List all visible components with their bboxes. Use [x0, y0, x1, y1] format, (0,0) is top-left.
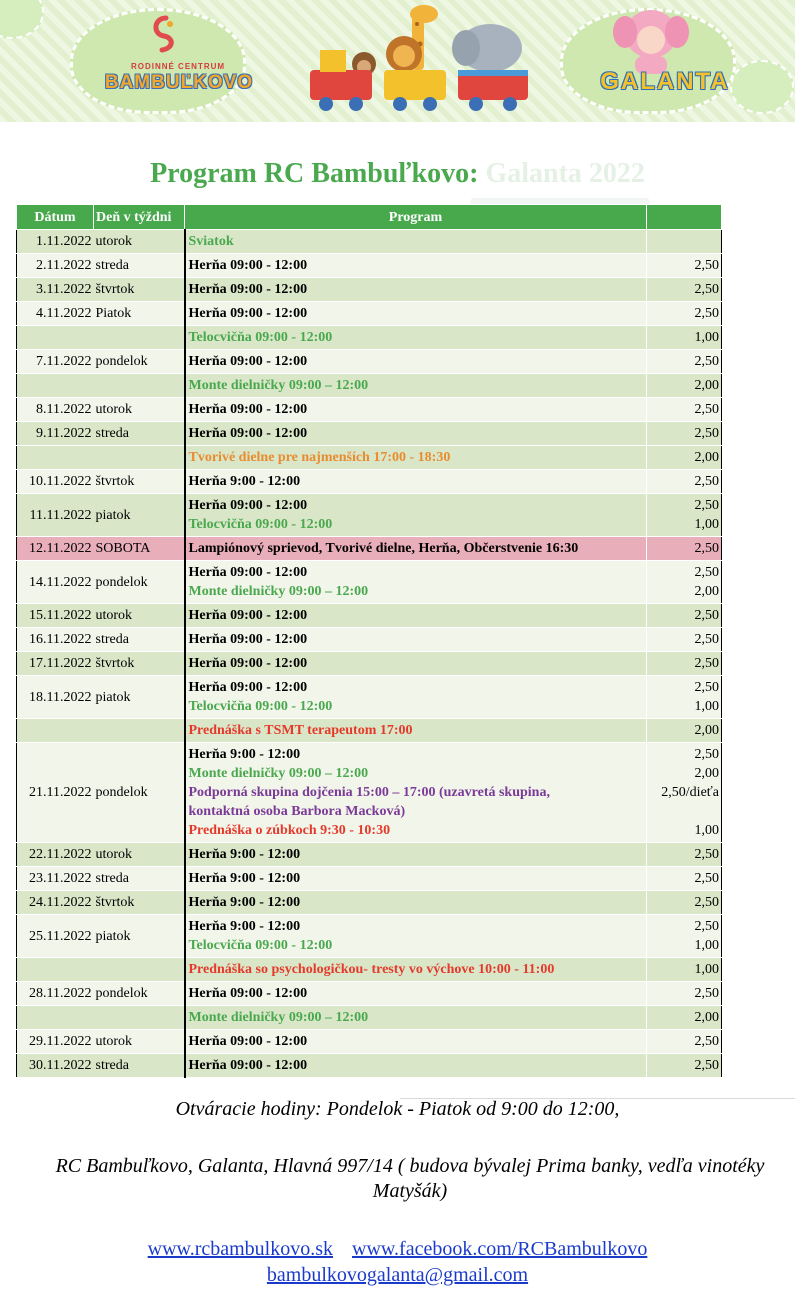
price-line: 2,00	[694, 584, 719, 599]
cell-date: 15.11.2022	[17, 604, 94, 628]
logo-name: BAMBUĽKOVO	[104, 72, 254, 93]
cell-day: piatok	[94, 915, 185, 958]
cell-day: streda	[94, 422, 185, 446]
program-line: Monte dielničky 09:00 – 12:00	[188, 378, 369, 393]
cell-program	[185, 958, 647, 982]
cell-day: SOBOTA	[94, 537, 185, 561]
title-faded-month: Galanta 2022	[485, 158, 645, 189]
price-line: 2,50	[694, 1034, 719, 1049]
program-line: Herňa 9:00 - 12:00	[188, 474, 301, 489]
table-row	[17, 350, 722, 374]
page-title	[0, 158, 795, 190]
program-line: Herňa 09:00 - 12:00	[188, 986, 308, 1001]
cell-day: piatok	[94, 494, 185, 537]
cell-program	[185, 254, 647, 278]
cell-program	[185, 1054, 647, 1078]
cell-program	[185, 604, 647, 628]
program-line: Herňa 09:00 - 12:00	[188, 632, 308, 647]
cell-date	[17, 719, 94, 743]
cell-program	[185, 374, 647, 398]
cell-date: 1.11.2022	[17, 230, 94, 254]
cell-date	[17, 326, 94, 350]
cell-day: piatok	[94, 676, 185, 719]
cell-program	[185, 230, 647, 254]
cell-day: štvrtok	[94, 278, 185, 302]
table-row	[17, 278, 722, 302]
table-row	[17, 719, 722, 743]
program-line: Herňa 09:00 - 12:00	[188, 402, 308, 417]
baby-doll-illustration	[605, 6, 695, 76]
price-line: 2,50	[694, 258, 719, 273]
table-row	[17, 254, 722, 278]
cell-date	[17, 1006, 94, 1030]
cell-day	[94, 1006, 185, 1030]
table-row	[17, 958, 722, 982]
city-logo: GALANTA	[600, 68, 730, 95]
cell-day: pondelok	[94, 561, 185, 604]
cell-date: 22.11.2022	[17, 843, 94, 867]
price-line: 2,50	[694, 354, 719, 369]
program-line: Monte dielničky 09:00 – 12:00	[188, 766, 369, 781]
table-row	[17, 1006, 722, 1030]
cell-price	[647, 843, 722, 867]
price-line: 2,50	[694, 541, 719, 556]
program-line: Herňa 9:00 - 12:00	[188, 919, 301, 934]
cell-program	[185, 537, 647, 561]
cell-date: 24.11.2022	[17, 891, 94, 915]
price-line: 2,00	[694, 766, 719, 781]
table-row	[17, 891, 722, 915]
program-line: Herňa 09:00 - 12:00	[188, 498, 308, 513]
cell-date: 9.11.2022	[17, 422, 94, 446]
program-line: Prednáška s TSMT terapeutom 17:00	[188, 723, 413, 738]
header-banner	[0, 0, 795, 122]
program-line: Lampiónový sprievod, Tvorivé dielne, Herňa, Občerstvenie 16:30	[188, 541, 579, 556]
program-line: Monte dielničky 09:00 – 12:00	[188, 584, 369, 599]
table-row	[17, 494, 722, 537]
price-line: 2,50	[694, 656, 719, 671]
program-line: Herňa 9:00 - 12:00	[188, 747, 301, 762]
cell-date: 28.11.2022	[17, 982, 94, 1006]
cell-price	[647, 326, 722, 350]
cell-day: utorok	[94, 1030, 185, 1054]
price-line: 2,50	[694, 919, 719, 934]
cell-program	[185, 628, 647, 652]
cell-date: 11.11.2022	[17, 494, 94, 537]
cell-program	[185, 867, 647, 891]
program-line: Podporná skupina dojčenia 15:00 – 17:00 (uzavretá skupina,	[188, 785, 550, 800]
cell-date: 8.11.2022	[17, 398, 94, 422]
cell-price	[647, 422, 722, 446]
column-header-day: Deň v týždni	[94, 205, 185, 230]
cell-date: 7.11.2022	[17, 350, 94, 374]
price-line: 1,00	[694, 823, 719, 838]
table-row	[17, 561, 722, 604]
table-row	[17, 326, 722, 350]
cell-day	[94, 446, 185, 470]
table-row	[17, 537, 722, 561]
price-line: 1,00	[694, 699, 719, 714]
cell-price	[647, 446, 722, 470]
cell-day	[94, 719, 185, 743]
cell-program	[185, 915, 647, 958]
cell-program	[185, 446, 647, 470]
program-line: Herňa 09:00 - 12:00	[188, 608, 308, 623]
cell-program	[185, 422, 647, 446]
cell-program	[185, 470, 647, 494]
price-line: 2,50	[694, 1058, 719, 1073]
price-line: 2,00	[694, 1010, 719, 1025]
table-row	[17, 230, 722, 254]
table-row	[17, 470, 722, 494]
cell-price	[647, 470, 722, 494]
price-line	[649, 232, 719, 251]
program-line: Herňa 09:00 - 12:00	[188, 565, 308, 580]
cell-day: streda	[94, 628, 185, 652]
cell-day: pondelok	[94, 350, 185, 374]
table-row	[17, 628, 722, 652]
price-line: 2,50	[694, 871, 719, 886]
cell-price	[647, 278, 722, 302]
program-line: Herňa 9:00 - 12:00	[188, 871, 301, 886]
price-line: 2,50	[694, 632, 719, 647]
cell-price	[647, 891, 722, 915]
toy-train-illustration	[300, 4, 535, 116]
cell-date	[17, 446, 94, 470]
email-link[interactable]: bambulkovogalanta@gmail.com	[266, 1264, 529, 1286]
column-header-price	[647, 205, 722, 230]
program-line: Herňa 09:00 - 12:00	[188, 1034, 308, 1049]
table-row	[17, 446, 722, 470]
table-row	[17, 374, 722, 398]
cell-date: 17.11.2022	[17, 652, 94, 676]
cell-day: pondelok	[94, 982, 185, 1006]
cell-price	[647, 1030, 722, 1054]
cell-program	[185, 326, 647, 350]
price-line: 2,50	[694, 402, 719, 417]
cell-date	[17, 958, 94, 982]
cell-price	[647, 982, 722, 1006]
cell-date: 10.11.2022	[17, 470, 94, 494]
facebook-link[interactable]: www.facebook.com/RCBambulkovo	[352, 1238, 648, 1260]
cell-price	[647, 604, 722, 628]
cell-program	[185, 891, 647, 915]
program-line: Telocvičňa 09:00 - 12:00	[188, 938, 333, 953]
column-header-date: Dátum	[17, 205, 94, 230]
price-line: 2,50	[694, 986, 719, 1001]
table-row	[17, 398, 722, 422]
program-line: Telocvičňa 09:00 - 12:00	[188, 699, 333, 714]
table-row	[17, 867, 722, 891]
cell-price	[647, 350, 722, 374]
cell-price	[647, 628, 722, 652]
program-table-body	[17, 230, 722, 1078]
cell-day: utorok	[94, 604, 185, 628]
cell-price	[647, 537, 722, 561]
program-line: Herňa 09:00 - 12:00	[188, 282, 308, 297]
price-line: 2,50/dieťa	[661, 785, 719, 800]
cell-program	[185, 278, 647, 302]
table-row	[17, 1030, 722, 1054]
cell-day: streda	[94, 1054, 185, 1078]
cell-date: 16.11.2022	[17, 628, 94, 652]
program-line: Prednáška so psychologičkou- tresty vo výchove 10:00 - 11:00	[188, 962, 555, 977]
cell-date: 25.11.2022	[17, 915, 94, 958]
price-line: 2,50	[694, 498, 719, 513]
cell-date: 2.11.2022	[17, 254, 94, 278]
program-line: Tvorivé dielne pre najmenších 17:00 - 18:30	[188, 450, 451, 465]
price-line: 2,50	[694, 847, 719, 862]
cell-program	[185, 652, 647, 676]
cell-price	[647, 743, 722, 843]
cell-date: 30.11.2022	[17, 1054, 94, 1078]
price-line: 2,00	[694, 378, 719, 393]
table-row	[17, 843, 722, 867]
cell-program	[185, 1030, 647, 1054]
cell-program	[185, 982, 647, 1006]
cell-day: Piatok	[94, 302, 185, 326]
cell-program	[185, 676, 647, 719]
program-line: Telocvičňa 09:00 - 12:00	[188, 330, 333, 345]
cell-price	[647, 561, 722, 604]
cell-price	[647, 374, 722, 398]
cell-day	[94, 958, 185, 982]
table-row	[17, 1054, 722, 1078]
program-table	[16, 204, 722, 1078]
contact-links	[0, 1236, 795, 1288]
program-line: Herňa 9:00 - 12:00	[188, 847, 301, 862]
table-row	[17, 743, 722, 843]
cell-program	[185, 398, 647, 422]
address: RC Bambuľkovo, Galanta, Hlavná 997/14 ( budova bývalej Prima banky, vedľa vinotéky Matyšák)	[55, 1155, 765, 1202]
table-row	[17, 422, 722, 446]
price-line: 2,50	[694, 426, 719, 441]
cell-price	[647, 867, 722, 891]
program-line: Herňa 09:00 - 12:00	[188, 656, 308, 671]
cell-day: utorok	[94, 230, 185, 254]
cell-price	[647, 652, 722, 676]
program-line: Herňa 09:00 - 12:00	[188, 354, 308, 369]
cell-program	[185, 302, 647, 326]
cell-date: 29.11.2022	[17, 1030, 94, 1054]
price-line: 2,50	[694, 895, 719, 910]
cell-date: 21.11.2022	[17, 743, 94, 843]
cell-program	[185, 843, 647, 867]
program-line: Herňa 09:00 - 12:00	[188, 306, 308, 321]
cell-price	[647, 958, 722, 982]
cell-price	[647, 494, 722, 537]
cell-day: streda	[94, 254, 185, 278]
cell-date: 4.11.2022	[17, 302, 94, 326]
cell-price	[647, 915, 722, 958]
cell-program	[185, 1006, 647, 1030]
cell-price	[647, 398, 722, 422]
cell-date	[17, 374, 94, 398]
cell-day: utorok	[94, 843, 185, 867]
title-text: Program RC Bambuľkovo:	[150, 158, 479, 189]
price-line: 2,50	[694, 474, 719, 489]
program-line: Herňa 9:00 - 12:00	[188, 895, 301, 910]
price-line: 1,00	[694, 330, 719, 345]
website-link[interactable]: www.rcbambulkovo.sk	[147, 1238, 333, 1260]
cell-program	[185, 719, 647, 743]
cell-price	[647, 1006, 722, 1030]
cell-program	[185, 494, 647, 537]
program-line: Telocvičňa 09:00 - 12:00	[188, 517, 333, 532]
price-line: 1,00	[694, 517, 719, 532]
table-row	[17, 604, 722, 628]
price-line: 2,00	[694, 450, 719, 465]
table-row	[17, 302, 722, 326]
table-row	[17, 676, 722, 719]
logo-subtitle: RODINNÉ CENTRUM	[130, 62, 226, 71]
price-line	[649, 802, 719, 821]
price-line: 1,00	[694, 962, 719, 977]
program-line: Herňa 09:00 - 12:00	[188, 426, 308, 441]
price-line: 2,50	[694, 747, 719, 762]
price-line: 2,50	[694, 282, 719, 297]
cell-price	[647, 676, 722, 719]
price-line: 2,50	[694, 565, 719, 580]
price-line: 2,50	[694, 608, 719, 623]
decor-heart-icon	[0, 0, 44, 39]
program-line: Prednáška o zúbkoch 9:30 - 10:30	[188, 823, 391, 838]
cell-day: štvrtok	[94, 652, 185, 676]
cell-day: pondelok	[94, 743, 185, 843]
cell-price	[647, 719, 722, 743]
cell-price	[647, 302, 722, 326]
table-row	[17, 982, 722, 1006]
cell-day	[94, 374, 185, 398]
cell-day: utorok	[94, 398, 185, 422]
opening-hours: Otváracie hodiny: Pondelok - Piatok od 9:00 do 12:00,	[175, 1098, 620, 1120]
program-line: Herňa 09:00 - 12:00	[188, 680, 308, 695]
program-line: Herňa 09:00 - 12:00	[188, 258, 308, 273]
cell-date: 18.11.2022	[17, 676, 94, 719]
program-line: Herňa 09:00 - 12:00	[188, 1058, 308, 1073]
cell-program	[185, 561, 647, 604]
cell-date: 3.11.2022	[17, 278, 94, 302]
price-line: 1,00	[694, 938, 719, 953]
price-line: 2,50	[694, 680, 719, 695]
table-row	[17, 915, 722, 958]
cell-day: štvrtok	[94, 470, 185, 494]
cell-price	[647, 254, 722, 278]
table-row	[17, 652, 722, 676]
cell-date: 14.11.2022	[17, 561, 94, 604]
price-line: 2,00	[694, 723, 719, 738]
program-line: kontaktná osoba Barbora Macková)	[188, 804, 406, 819]
program-line: Monte dielničky 09:00 – 12:00	[188, 1010, 369, 1025]
table-header-row	[17, 205, 722, 230]
cell-day: štvrtok	[94, 891, 185, 915]
logo-swirl-icon	[148, 14, 184, 54]
cell-price	[647, 230, 722, 254]
cell-date: 12.11.2022	[17, 537, 94, 561]
cell-price	[647, 1054, 722, 1078]
price-line: 2,50	[694, 306, 719, 321]
column-header-program: Program	[185, 205, 647, 230]
cell-day	[94, 326, 185, 350]
cell-day: streda	[94, 867, 185, 891]
program-line: Sviatok	[188, 234, 234, 249]
cell-program	[185, 350, 647, 374]
cell-program	[185, 743, 647, 843]
cell-date: 23.11.2022	[17, 867, 94, 891]
